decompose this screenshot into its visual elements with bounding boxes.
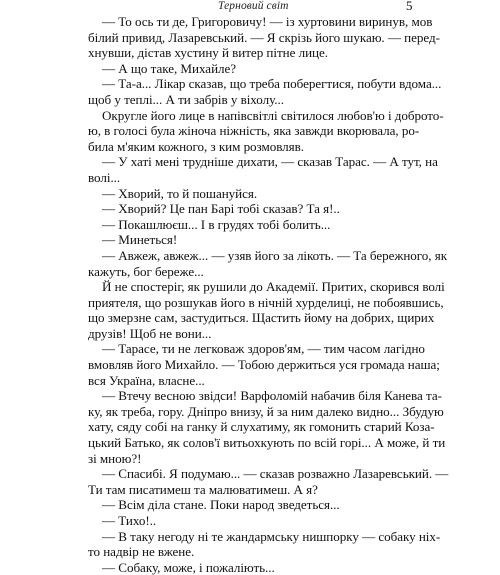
text-line: кажуть, бог береже... bbox=[88, 263, 204, 279]
text-line: ю, в голосі була жіноча ніжність, яка завжди вкорювала, ро- bbox=[88, 123, 420, 139]
text-line: волі... bbox=[88, 169, 121, 185]
text-line: хату, сяду собі на ганку й слухатиму, як гомонить старий Коза- bbox=[88, 419, 435, 435]
text-line: — В таку негоду ні те жандармську нишпорку — собаку ніх- bbox=[102, 528, 441, 544]
text-line: приятеля, що розшукав його в нічній хурделиці, не побоявшись, bbox=[88, 294, 444, 310]
text-line: — Тарасе, ти не легковаж здоров'ям, — тим часом лагідно bbox=[102, 341, 425, 357]
text-line: хнувши, дістав хустину й витер пітне лице. bbox=[88, 45, 328, 61]
text-line: — Минеться! bbox=[102, 232, 178, 248]
text-line: Округле його лице в напівсвітлі світилося любов'ю і доброто- bbox=[102, 107, 444, 123]
text-line: Ти там писатимеш та малюватимеш. А я? bbox=[88, 481, 318, 497]
running-header bbox=[0, 0, 500, 14]
text-line: — Хворий? Це пан Барі тобі сказав? Та я!.. bbox=[102, 201, 340, 217]
text-line: — Втечу весною звідси! Варфоломій набачив біля Канева та- bbox=[102, 388, 442, 404]
text-line: — Авжеж, авжеж... — узяв його за лікоть. — Та бережного, як bbox=[102, 247, 448, 263]
text-line: — Тихо!.. bbox=[102, 513, 157, 528]
text-line: зі мною?! bbox=[88, 450, 142, 466]
text-line: друзів! Щоб не вони... bbox=[88, 325, 212, 341]
text-line: ку, як треба, гору. Дніпро внизу, й за ним далеко видно... Збудую bbox=[88, 403, 444, 419]
text-line: вмовляв його Михайло. — Тобою держиться уся громада наша; bbox=[88, 357, 440, 373]
text-line: — Хворий, то й пошануйся. bbox=[102, 185, 258, 201]
text-line: щоб у теплі... А ти забрів у віхолу... bbox=[88, 91, 284, 107]
body-text bbox=[88, 14, 449, 575]
text-line: то надвір не вжене. bbox=[88, 544, 195, 560]
running-title: Терновий світ bbox=[218, 0, 289, 12]
text-line: Й не спостеріг, як рушили до Академії. Притих, скорився волі bbox=[102, 279, 445, 295]
text-line: цький Батько, як солов'ї витьохкують по всій горі... А може, й ти bbox=[88, 435, 446, 451]
text-line: — Та-а... Лікар сказав, що треба поберегтися, побути вдома... bbox=[102, 76, 442, 92]
text-line: била м'яким кожного, з ким розмовляв. bbox=[88, 138, 304, 154]
text-line: — Собаку, може, і пожаліють... bbox=[102, 559, 275, 575]
page-number: 5 bbox=[406, 0, 413, 13]
text-line: — То ось ти де, Григоровичу! — із хуртовини виринув, мов bbox=[102, 14, 433, 29]
text-line: — Покашлюєш... І в грудях тобі болить... bbox=[102, 216, 331, 232]
text-line: білий привид, Лазаревський. — Я скрізь його шукаю. — перед- bbox=[88, 29, 440, 45]
text-line: що змерзне сам, застудиться. Щастить йому на добрих, щирих bbox=[88, 310, 435, 326]
text-line: — А що таке, Михайле? bbox=[102, 60, 237, 76]
text-line: вся Україна, власне... bbox=[88, 372, 205, 388]
text-line: — У хаті мені трудніше дихати, — сказав Тарас. — А тут, на bbox=[102, 154, 438, 170]
text-line: — Всім діла стане. Поки народ зведеться... bbox=[102, 497, 340, 513]
text-line: — Спасибі. Я подумаю... — сказав розважно Лазаревський. — bbox=[102, 466, 449, 482]
